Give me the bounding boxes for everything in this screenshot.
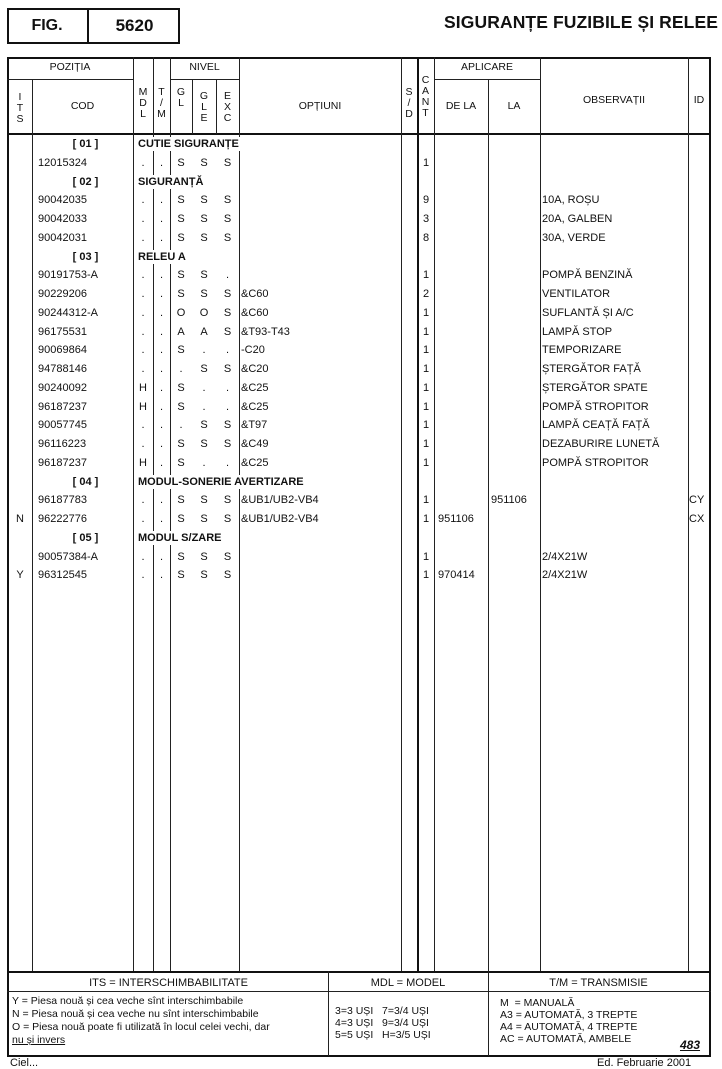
cell-gle: . [202, 456, 206, 469]
cell-la: 951106 [491, 494, 527, 507]
cell-gl: S [177, 231, 185, 244]
cell-mdl: . [141, 306, 145, 319]
cell-tm: . [159, 419, 164, 432]
cell-opt: -C20 [241, 344, 265, 357]
header-de-la: DE LA [445, 100, 477, 112]
cell-gle: S [200, 213, 208, 225]
cell-mdl: . [141, 419, 145, 432]
cell-mdl: . [141, 194, 145, 207]
cell-opt: &T93-T43 [241, 325, 290, 338]
cell-gl: . [179, 363, 183, 375]
cell-mdl: . [141, 213, 145, 225]
group-code: [ 03 ] [72, 250, 99, 263]
cell-exc: S [223, 325, 232, 338]
cell-cant: 1 [422, 494, 430, 507]
table-top-border [7, 57, 711, 59]
cell-tm: . [159, 513, 164, 525]
cell-gle: S [200, 156, 208, 169]
cell-mdl: H [139, 381, 147, 394]
cell-gle: S [200, 438, 208, 450]
cell-tm: . [159, 288, 164, 300]
page-title: SIGURANȚE FUZIBILE ȘI RELEE [444, 12, 718, 32]
cell-gle: O [199, 306, 209, 319]
col-sep-la [540, 57, 541, 971]
header-cant-4: T [422, 107, 429, 119]
cell-cod: 96187237 [38, 456, 87, 469]
cell-obs: POMPĂ BENZINĂ [542, 269, 633, 282]
cell-tm: . [159, 344, 164, 357]
legend-mdl-line: 4=3 UȘI 9=3/4 UȘI [335, 1017, 429, 1029]
header-sd-1: S [405, 85, 413, 98]
group-title: MODUL S/ZARE [138, 531, 222, 544]
cell-cant: 9 [422, 194, 430, 207]
cell-cod: 90191753-A [38, 269, 98, 282]
header-its-2: T [16, 101, 24, 114]
header-optiuni: OPȚIUNI [298, 100, 342, 112]
cell-cant: 1 [422, 569, 430, 582]
cell-cant: 1 [422, 381, 430, 394]
legend-mdl-title: MDL = MODEL [370, 977, 446, 989]
cell-gl: S [177, 156, 185, 169]
pozitia-underline [7, 79, 133, 80]
cell-gle: S [200, 363, 208, 375]
cell-obs: SUFLANTĂ ȘI A/C [542, 306, 634, 319]
cell-opt: &C25 [241, 381, 269, 394]
cell-obs: 30A, VERDE [542, 231, 606, 244]
header-its-1: I [18, 90, 22, 103]
cell-cant: 1 [422, 550, 430, 563]
header-exc-2: X [223, 100, 231, 113]
cell-obs: 20A, GALBEN [542, 213, 613, 225]
cell-exc: . [225, 381, 230, 394]
header-observatii: OBSERVAȚII [582, 94, 646, 106]
group-code: [ 02 ] [72, 175, 99, 188]
cell-de-la: 951106 [438, 513, 474, 525]
header-cod: COD [70, 100, 95, 112]
cell-obs: ȘTERGĂTOR FAȚĂ [542, 363, 641, 375]
cell-obs: DEZABURIRE LUNETĂ [542, 438, 660, 450]
cell-mdl: . [141, 494, 145, 507]
cell-gle: S [200, 419, 208, 432]
cell-cod: 90069864 [38, 344, 87, 357]
cell-tm: . [159, 400, 164, 413]
cell-gl: S [177, 400, 185, 413]
cell-cod: 90042031 [38, 231, 87, 244]
cell-gl: S [177, 194, 185, 207]
cell-gle: S [200, 269, 208, 282]
cell-cod: 96187237 [38, 400, 87, 413]
cell-obs: POMPĂ STROPITOR [542, 456, 649, 469]
cell-tm: . [159, 569, 164, 582]
cell-exc: S [223, 213, 232, 225]
table-left-border [7, 57, 9, 1057]
cell-gle: S [200, 194, 208, 207]
cell-cod: 90057384-A [38, 550, 98, 563]
legend-tm-line: M = MANUALĂ [500, 997, 575, 1009]
cell-tm: . [159, 231, 164, 244]
header-sd [401, 80, 417, 126]
cell-gl: S [177, 213, 185, 225]
header-tm-3: M [157, 107, 166, 120]
group-code: [ 05 ] [72, 531, 99, 544]
legend-its-line: nu și invers [12, 1034, 66, 1046]
group-title: SIGURANȚĂ [138, 175, 204, 188]
cell-obs: TEMPORIZARE [542, 344, 622, 357]
cell-gl: O [176, 306, 186, 319]
cell-exc: . [225, 400, 230, 413]
cell-mdl: H [139, 400, 147, 413]
cell-tm: . [159, 456, 164, 469]
cell-cod: 96312545 [38, 569, 87, 582]
header-mdl [133, 80, 153, 126]
legend-title-underline [7, 991, 711, 992]
cell-mdl: . [141, 231, 145, 244]
header-pozitia: POZIȚIA [49, 61, 91, 73]
group-title: RELEU A [138, 250, 186, 263]
legend-its-title: ITS = INTERSCHIMBABILITATE [89, 977, 248, 989]
cell-mdl: . [141, 569, 145, 582]
aplicare-underline [434, 79, 540, 80]
cell-cant: 1 [422, 513, 430, 525]
header-tm [153, 80, 170, 126]
header-cant-2: A [421, 85, 429, 97]
cell-cod: 94788146 [38, 363, 87, 375]
cell-gl: S [177, 569, 185, 582]
cell-gl: . [179, 419, 183, 432]
page-number: 483 [680, 1038, 701, 1052]
cell-exc: S [223, 550, 232, 563]
cell-gle: S [200, 550, 208, 563]
cell-gl: S [177, 381, 185, 394]
cell-id: CY [689, 494, 705, 507]
header-gle [192, 84, 216, 130]
figure-label: FIG. [31, 17, 63, 34]
cell-opt: &UB1/UB2-VB4 [241, 494, 319, 507]
cell-mdl: . [141, 269, 145, 282]
header-aplicare: APLICARE [461, 61, 513, 73]
cell-gl: S [177, 456, 185, 469]
cell-gl: A [177, 325, 185, 338]
legend-its-line: N = Piesa nouă și cea veche nu sînt interschimbabile [12, 1008, 259, 1020]
header-mdl-3: L [140, 107, 146, 120]
cell-mdl: . [141, 550, 145, 563]
cell-mdl: . [141, 438, 145, 450]
group-code: [ 01 ] [72, 138, 99, 150]
header-cant-1: C [421, 74, 430, 86]
cell-cant: 3 [422, 213, 430, 225]
header-gl-2: L [178, 97, 184, 109]
cell-cod: 12015324 [38, 156, 87, 169]
cell-gl: S [177, 494, 185, 507]
cell-cant: 1 [422, 325, 430, 338]
cell-tm: . [159, 156, 164, 169]
header-its [8, 84, 32, 132]
col-sep-dela [488, 79, 489, 971]
cell-cant: 1 [422, 400, 430, 413]
cell-tm: . [159, 306, 164, 319]
cell-gle: S [200, 288, 208, 300]
cell-obs: LAMPĂ STOP [542, 325, 613, 338]
cell-gl: S [177, 438, 185, 450]
cell-its: Y [16, 569, 24, 582]
cell-gle: . [202, 344, 206, 357]
cell-opt: &C25 [241, 400, 269, 413]
legend-tm-line: AC = AUTOMATĂ, AMBELE [500, 1033, 632, 1045]
legend-tm-line: A4 = AUTOMATĂ, 4 TREPTE [500, 1021, 638, 1033]
cell-exc: S [223, 438, 232, 450]
cell-obs: ȘTERGĂTOR SPATE [542, 381, 648, 394]
cell-opt: &C60 [241, 288, 269, 300]
cell-gl: S [177, 513, 185, 525]
cell-cant: 1 [422, 269, 430, 282]
cell-mdl: . [141, 344, 145, 357]
cell-cod: 90240092 [38, 381, 87, 394]
cell-cod: 90042035 [38, 194, 87, 207]
cell-tm: . [159, 550, 164, 563]
cell-cod: 90244312-A [38, 306, 98, 319]
cell-exc: S [223, 306, 232, 319]
header-sd-2: / [407, 96, 411, 109]
cell-gle: S [200, 569, 208, 582]
header-exc [216, 84, 239, 130]
cell-cant: 1 [422, 306, 430, 319]
cell-cod: 96187783 [38, 494, 87, 507]
cell-cod: 96116223 [38, 438, 87, 450]
cell-its: N [16, 513, 24, 525]
cell-tm: . [159, 213, 164, 225]
cell-cod: 90042033 [38, 213, 87, 225]
cell-de-la: 970414 [438, 569, 475, 582]
header-tm-2: / [160, 96, 163, 109]
col-sep-exc [239, 57, 240, 971]
legend-top-border [7, 971, 711, 973]
cell-gle: . [202, 381, 206, 394]
cell-obs: 10A, ROȘU [542, 194, 600, 207]
header-exc-3: C [223, 111, 232, 124]
figure-number: 5620 [115, 16, 154, 35]
cell-cant: 1 [422, 156, 430, 169]
cell-cant: 8 [422, 231, 430, 244]
cell-tm: . [159, 494, 164, 507]
cell-tm: . [159, 194, 164, 207]
cell-gl: S [177, 550, 185, 563]
cell-mdl: . [141, 363, 145, 375]
col-sep-cant [434, 57, 435, 971]
cell-exc: . [225, 456, 230, 469]
col-sep-its [32, 79, 33, 971]
cell-obs: 2/4X21W [542, 569, 588, 582]
group-code: [ 04 ] [72, 475, 99, 488]
group-title: MODUL-SONERIE AVERTIZARE [138, 475, 304, 488]
cell-mdl: H [139, 456, 147, 469]
cell-exc: S [223, 419, 232, 432]
header-cant-3: N [421, 96, 430, 108]
cell-mdl: . [141, 513, 145, 525]
cell-exc: . [225, 269, 230, 282]
cell-exc: S [223, 494, 232, 507]
legend-its-line: Y = Piesa nouă și cea veche sînt interschimbabile [12, 995, 244, 1007]
cell-exc: S [223, 231, 232, 244]
cell-gle: . [202, 400, 206, 413]
cell-cod: 96175531 [38, 325, 87, 338]
header-gle-2: L [201, 100, 207, 113]
cell-cod: 96222776 [38, 513, 87, 525]
cell-cant: 1 [422, 438, 430, 450]
cell-obs: VENTILATOR [542, 288, 611, 300]
col-sep-opt [401, 57, 402, 971]
cell-gl: S [177, 288, 185, 300]
cell-exc: S [223, 363, 232, 375]
cell-id: CX [689, 513, 705, 525]
cell-mdl: . [141, 288, 145, 300]
header-bottom-border [7, 133, 711, 135]
cell-cant: 1 [422, 363, 430, 375]
header-gle-3: E [200, 111, 208, 124]
header-gle-1: G [199, 89, 209, 102]
header-tm-1: T [158, 85, 165, 98]
cell-tm: . [159, 438, 164, 450]
cell-exc: S [223, 288, 232, 300]
cell-obs: POMPĂ STROPITOR [542, 400, 649, 413]
header-its-3: S [16, 112, 24, 125]
cell-cant: 1 [422, 419, 430, 432]
cell-exc: S [223, 156, 232, 169]
cell-exc: S [223, 194, 232, 207]
cell-cod: 90229206 [38, 288, 87, 300]
header-gl-1: G [176, 86, 186, 98]
header-mdl-2: D [139, 96, 147, 109]
cell-opt: &C60 [241, 306, 269, 319]
footer-left: Ciel... [10, 1057, 39, 1069]
cell-opt: &UB1/UB2-VB4 [241, 513, 319, 525]
cell-obs: 2/4X21W [542, 550, 588, 563]
cell-obs: LAMPĂ CEAȚĂ FAȚĂ [542, 419, 650, 432]
cell-exc: . [225, 344, 230, 357]
cell-gle: A [200, 325, 208, 338]
cell-cant: 2 [422, 288, 430, 300]
legend-tm-title: T/M = TRANSMISIE [549, 977, 648, 989]
cell-cod: 90057745 [38, 419, 87, 432]
header-cant [417, 68, 434, 126]
header-mdl-1: M [138, 85, 148, 98]
header-gl [170, 84, 192, 112]
cell-gl: S [177, 344, 185, 357]
legend-mdl-line: 3=3 UȘI 7=3/4 UȘI [335, 1005, 429, 1017]
group-title: CUTIE SIGURANȚE [138, 138, 239, 150]
header-id: ID [693, 94, 705, 106]
cell-gle: S [200, 494, 208, 507]
footer-right: Ed. Februarie 2001 [597, 1057, 692, 1069]
legend-tm-line: A3 = AUTOMATĂ, 3 TREPTE [500, 1009, 638, 1021]
header-la: LA [507, 100, 521, 112]
cell-tm: . [159, 363, 164, 375]
cell-gle: S [200, 513, 208, 525]
cell-tm: . [159, 325, 164, 338]
cell-opt: &C20 [241, 363, 269, 375]
legend-mdl-line: 5=5 UȘI H=3/5 UȘI [335, 1029, 431, 1041]
table-right-border [709, 57, 711, 1057]
header-nivel: NIVEL [189, 61, 220, 73]
nivel-underline [170, 79, 239, 80]
cell-opt: &C49 [241, 438, 269, 450]
cell-cant: 1 [422, 456, 430, 469]
cell-opt: &T97 [241, 419, 268, 432]
header-sd-3: D [405, 107, 413, 120]
cell-gle: S [200, 231, 208, 244]
cell-exc: S [223, 569, 232, 582]
cell-tm: . [159, 381, 164, 394]
cell-cant: 1 [422, 344, 430, 357]
cell-tm: . [159, 269, 164, 282]
cell-exc: S [223, 513, 232, 525]
header-exc-1: E [223, 89, 231, 102]
cell-mdl: . [141, 156, 145, 169]
cell-mdl: . [141, 325, 145, 338]
cell-gl: S [177, 269, 185, 282]
cell-opt: &C25 [241, 456, 269, 469]
legend-its-line: O = Piesa nouă poate fi utilizată în locul celei vechi, dar [12, 1021, 270, 1033]
